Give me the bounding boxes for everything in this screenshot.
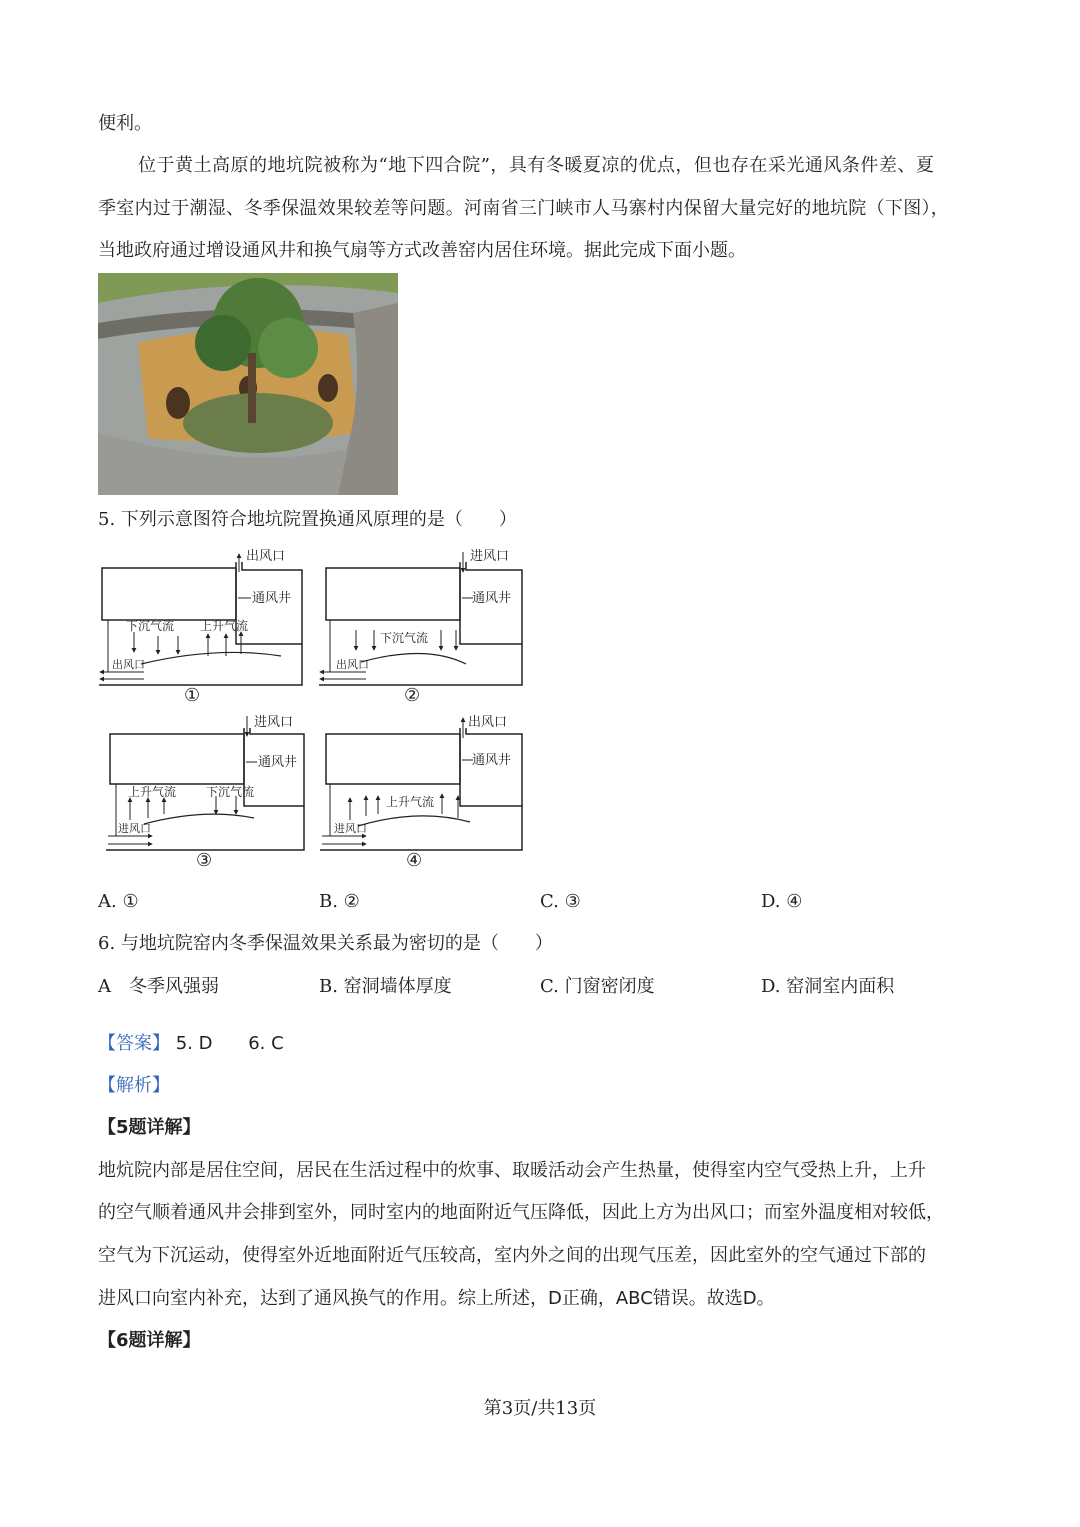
detail-5-line-2: 的空气顺着通风井会排到室外，同时室内的地面附近气压降低，因此上方为出风口；而室外温度相对较低， [98,1202,944,1223]
label-shaft: 通风井 [472,753,512,768]
answer-line [98,1034,284,1054]
q5-option-a[interactable]: A. ① [98,891,139,912]
label-top: 出风口 [246,549,286,564]
label-top: 进风口 [470,549,510,564]
diagram-1 [96,544,306,689]
label-shaft: 通风井 [252,591,292,606]
diagram-3 [104,710,314,855]
label-center: 下沉气流 [380,631,429,645]
diagram-1-number: ① [184,685,201,706]
diagram-2 [316,544,526,689]
detail-5-line-1: 地炕院内部是居住空间，居民在生活过程中的炊事、取暖活动会产生热量，使得室内空气受热上升，上升 [98,1160,926,1181]
diagram-4-number: ④ [406,850,423,871]
q6-option-b[interactable]: B. 窑洞墙体厚度 [319,976,452,997]
question-6-stem: 6. 与地坑院窑内冬季保温效果关系最为密切的是（ ） [98,933,553,954]
q5-option-c[interactable]: C. ③ [540,891,581,912]
detail-5-line-4: 进风口向室内补充，达到了通风换气的作用。综上所述，D正确，ABC错误。故选D。 [98,1288,775,1309]
label-right: 下沉气流 [206,785,255,799]
analysis-label: 【解析】 [98,1075,170,1096]
label-left: 下沉气流 [126,619,175,633]
label-top: 进风口 [254,715,294,730]
intro-line-2: 季室内过于潮湿、冬季保温效果较差等问题。河南省三门峡市人马寨村内保留大量完好的地坑院（下图）， [98,198,950,219]
q6-option-a[interactable]: A 冬季风强弱 [98,976,219,997]
detail-5-line-3: 空气为下沉运动，使得室外近地面附近气压较高，室内外之间的出现气压差，因此室外的空气通过下部的 [98,1245,926,1266]
label-bottom: 进风口 [334,822,367,835]
answer-6: 6. C [248,1033,284,1054]
label-center: 上升气流 [386,795,435,809]
label-shaft: 通风井 [472,591,512,606]
label-bottom: 出风口 [336,658,369,671]
diagram-2-number: ② [404,685,421,706]
q5-option-d[interactable]: D. ④ [761,891,803,912]
label-shaft: 通风井 [258,755,298,770]
label-left: 上升气流 [128,785,177,799]
diagram-3-number: ③ [196,850,213,871]
intro-line-3: 当地政府通过增设通风井和换气扇等方式改善窑内居住环境。据此完成下面小题。 [98,240,746,261]
answer-label: 【答案】 [98,1033,170,1054]
question-5-stem: 5. 下列示意图符合地坑院置换通风原理的是（ ） [98,509,517,530]
page-footer: 第3页/共13页 [483,1398,597,1419]
q6-option-c[interactable]: C. 门窗密闭度 [540,976,655,997]
answer-5: 5. D [175,1033,213,1054]
text-line: 便利。 [98,113,152,134]
label-right: 上升气流 [200,619,249,633]
intro-line-1: 位于黄土高原的地坑院被称为“地下四合院”，具有冬暖夏凉的优点，但也存在采光通风条件差、夏 [138,155,935,176]
label-bottom: 出风口 [112,658,145,671]
label-top: 出风口 [468,715,508,730]
detail-5-title: 【5题详解】 [98,1117,201,1138]
diagram-4 [318,710,528,855]
q5-option-b[interactable]: B. ② [319,891,360,912]
dikengyuan-photo [98,273,398,495]
label-bottom: 进风口 [118,822,151,835]
q6-option-d[interactable]: D. 窑洞室内面积 [761,976,895,997]
detail-6-title: 【6题详解】 [98,1330,201,1351]
